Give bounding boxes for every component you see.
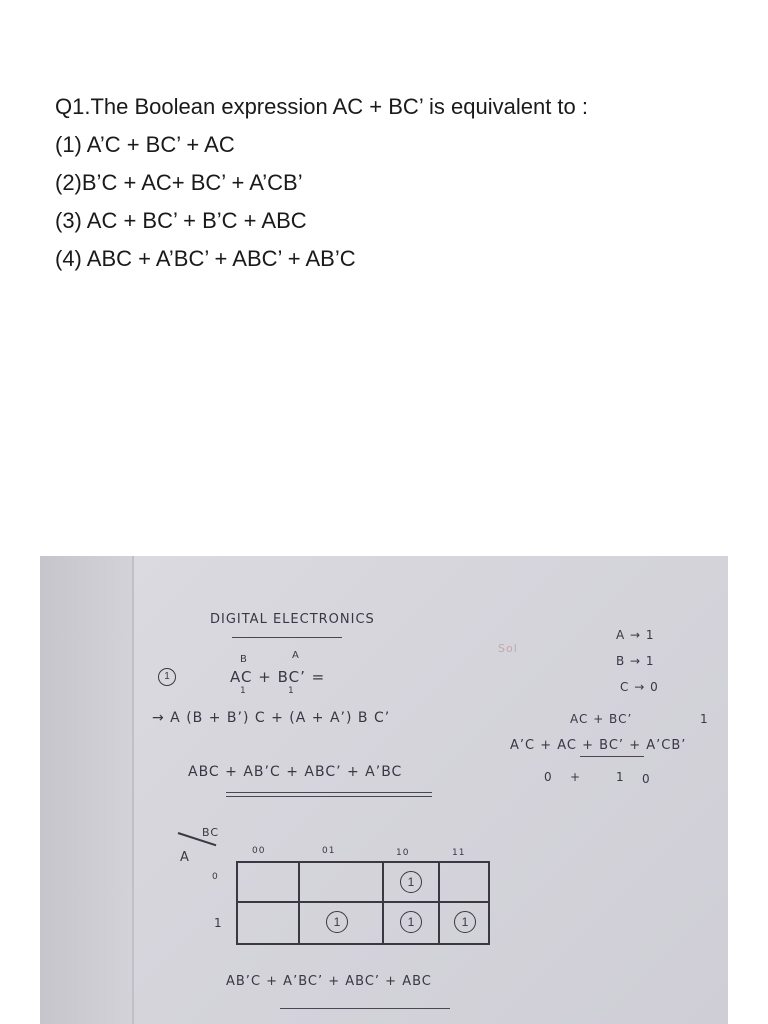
kmap-divider bbox=[382, 863, 384, 943]
expr3-underline-2 bbox=[226, 796, 432, 797]
kmap-col-01: 01 bbox=[322, 846, 336, 856]
sub-2: 1 bbox=[288, 686, 295, 696]
expr1: AC + BC’ = bbox=[230, 668, 326, 686]
kmap-row-var: A bbox=[180, 850, 190, 865]
check2-val-0: 0 bbox=[544, 770, 553, 784]
check2: A’C + AC + BC’ + A’CB’ bbox=[510, 738, 687, 753]
check1: AC + BC’ bbox=[570, 712, 633, 726]
heading-underline bbox=[232, 637, 342, 638]
check2-val-1: 1 bbox=[616, 770, 625, 784]
kmap-row-1: 1 bbox=[214, 916, 223, 930]
assign-c: C → 0 bbox=[620, 680, 659, 694]
sol-label: Sol bbox=[498, 642, 518, 655]
kmap-grid bbox=[236, 861, 490, 945]
kmap-divider bbox=[438, 863, 440, 943]
kmap-cell-1-10: 1 bbox=[400, 911, 422, 933]
question-text: Q1.The Boolean expression AC + BC’ is equivalent to : bbox=[55, 94, 588, 119]
option-1: (1) A’C + BC’ + AC bbox=[55, 132, 235, 157]
kmap-divider bbox=[238, 901, 488, 903]
kmap-col-var: BC bbox=[202, 826, 220, 839]
check2-val-plus: + bbox=[570, 770, 582, 784]
kmap-col-10: 10 bbox=[396, 848, 410, 858]
question-block bbox=[55, 88, 735, 278]
option-2: (2)B’C + AC+ BC’ + A’CB’ bbox=[55, 170, 303, 195]
check1-value: 1 bbox=[700, 712, 709, 726]
notebook-margin bbox=[132, 556, 134, 1024]
option-3: (3) AC + BC’ + B’C + ABC bbox=[55, 208, 307, 233]
kmap-divider bbox=[298, 863, 300, 943]
handwritten-solution-photo bbox=[40, 556, 728, 1024]
var-label-b: B bbox=[240, 654, 248, 665]
expr3-underline-1 bbox=[226, 792, 432, 793]
kmap-cell-0-10: 1 bbox=[400, 871, 422, 893]
kmap-result-underline bbox=[280, 1008, 450, 1009]
expr2: → A (B + B’) C + (A + A’) B C’ bbox=[152, 710, 391, 726]
item-number-circle: 1 bbox=[158, 668, 176, 686]
expr3: ABC + AB’C + ABC’ + A’BC bbox=[188, 764, 403, 780]
kmap-col-00: 00 bbox=[252, 846, 266, 856]
option-4: (4) ABC + A’BC’ + ABC’ + AB’C bbox=[55, 246, 356, 271]
check2-underline bbox=[580, 756, 644, 757]
assign-a: A → 1 bbox=[616, 628, 655, 642]
sub-1: 1 bbox=[240, 686, 247, 696]
var-label-a: A bbox=[292, 650, 300, 661]
assign-b: B → 1 bbox=[616, 654, 655, 668]
kmap-row-0: 0 bbox=[212, 872, 219, 882]
kmap-col-11: 11 bbox=[452, 848, 466, 858]
kmap-result: AB’C + A’BC’ + ABC’ + ABC bbox=[226, 974, 432, 989]
kmap-cell-1-01: 1 bbox=[326, 911, 348, 933]
heading: DIGITAL ELECTRONICS bbox=[210, 612, 375, 627]
check2-val-2: 0 bbox=[642, 772, 651, 786]
kmap-cell-1-11: 1 bbox=[454, 911, 476, 933]
notebook-edge bbox=[40, 556, 132, 1024]
